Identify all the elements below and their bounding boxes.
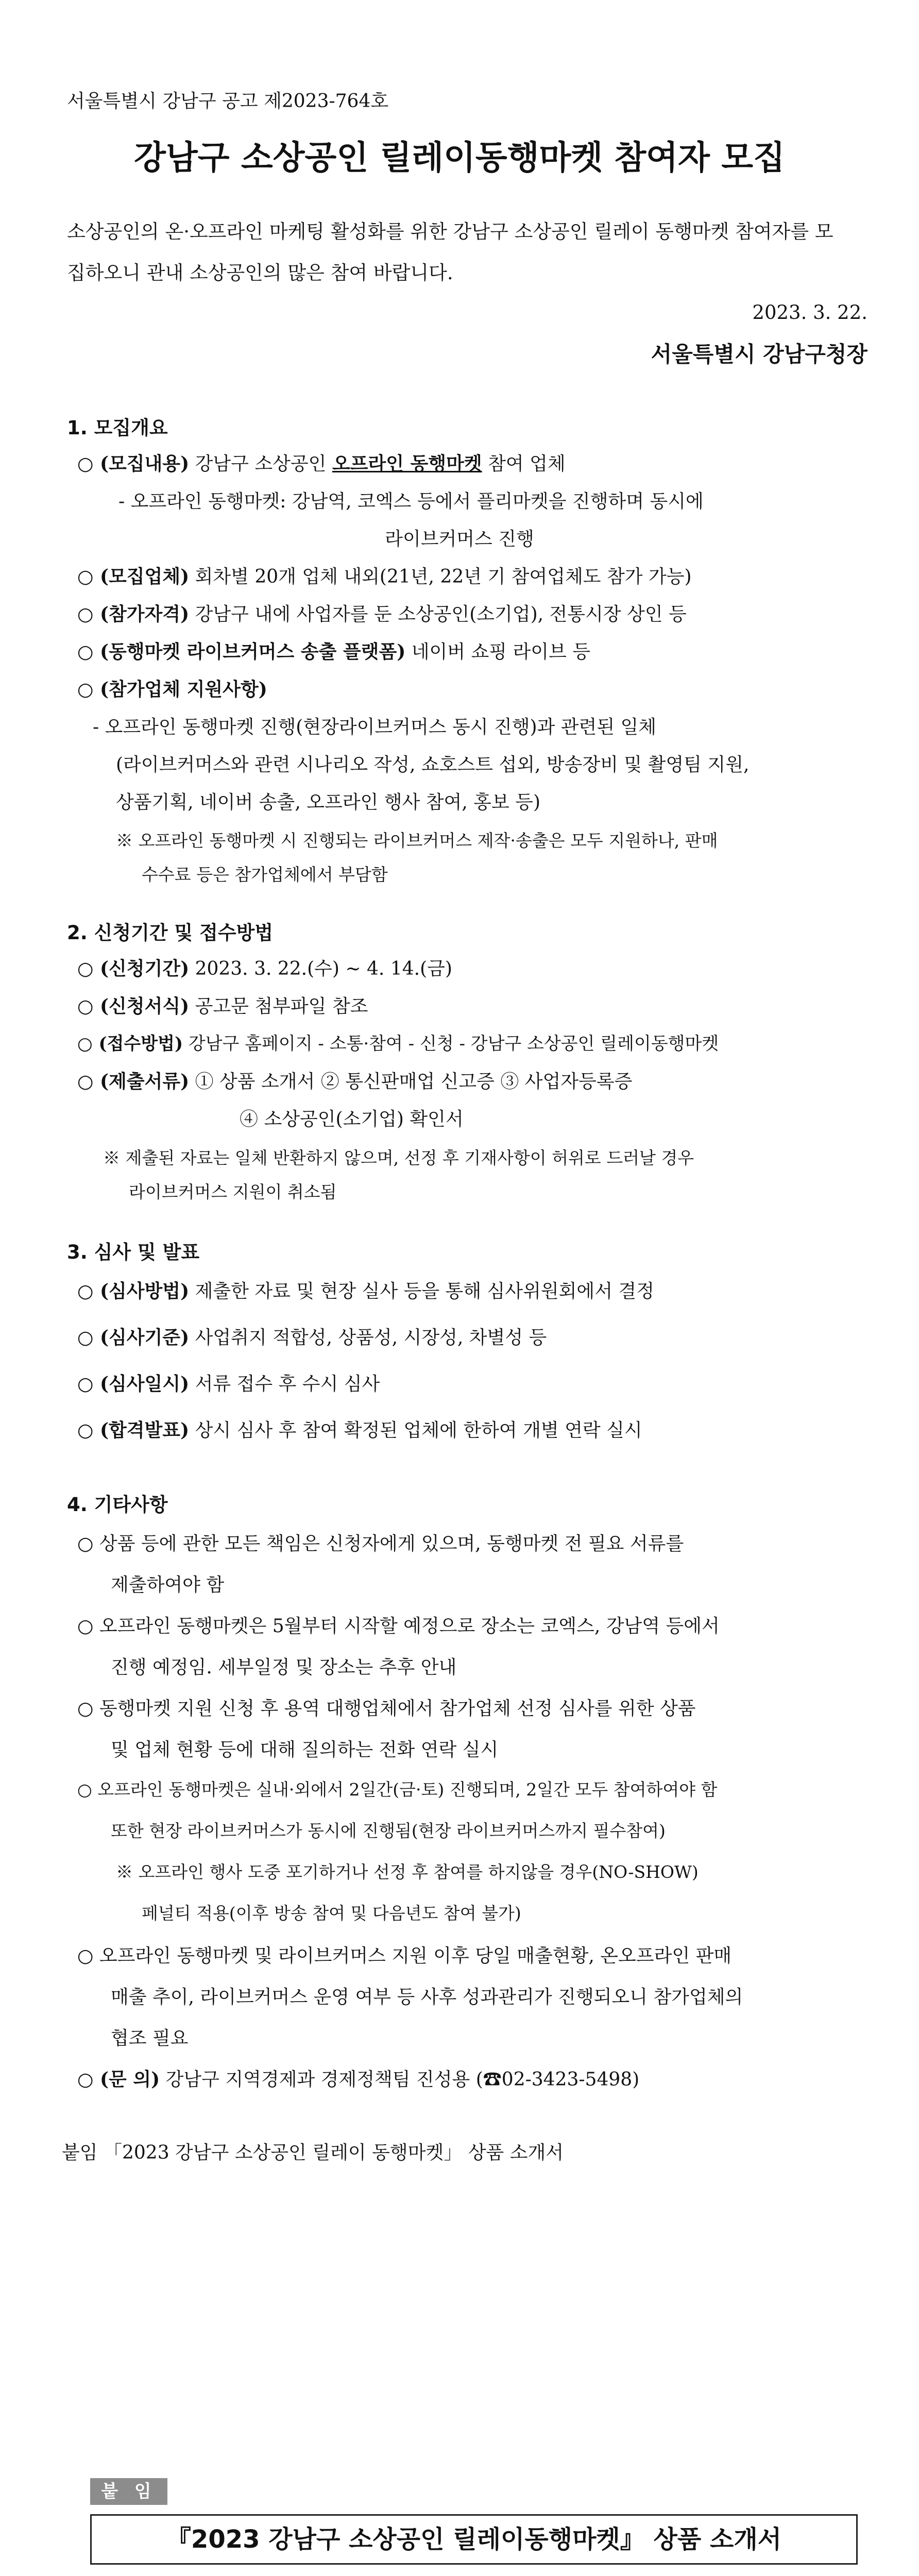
attachment-tag: 붙 임	[90, 2478, 167, 2505]
s4-line-5: ○ 동행마켓 지원 신청 후 용역 대행업체에서 참가업체 선정 심사를 위한 상품	[77, 1698, 696, 1719]
s4-line-8: 또한 현장 라이브커머스가 동시에 진행됨(현장 라이브커머스까지 필수참여)	[111, 1821, 666, 1841]
s4-line-7: ○ 오프라인 동행마켓은 실내·외에서 2일간(금·토) 진행되며, 2일간 모두 참여하여야 함	[77, 1780, 718, 1800]
s4-line-9: ※ 오프라인 행사 도중 포기하거나 선정 후 참여를 하지않을 경우(NO-SHOW)	[116, 1862, 699, 1882]
s1-line-7: ○ (참가업체 지원사항)	[77, 679, 267, 700]
s3-line-4: ○ (합격발표) 상시 심사 후 참여 확정된 업체에 한하여 개별 연락 실시	[77, 1419, 642, 1441]
s1-line-8: - 오프라인 동행마켓 진행(현장라이브커머스 동시 진행)과 관련된 일체	[93, 717, 657, 738]
s3-line-3: ○ (심사일시) 서류 접수 후 수시 심사	[77, 1373, 380, 1395]
s1-line-10: 상품기획, 네이버 송출, 오프라인 행사 참여, 홍보 등)	[116, 792, 540, 813]
notice-number: 서울특별시 강남구 공고 제2023-764호	[67, 91, 389, 112]
s2-line-7: 라이브커머스 지원이 취소됨	[129, 1182, 337, 1202]
section-heading-4: 4. 기타사항	[67, 1494, 168, 1516]
s4-line-12: 매출 추이, 라이브커머스 운영 여부 등 사후 성과관리가 진행되오니 참가업체의	[111, 1987, 743, 2008]
s1-line-1: ○ (모집내용) 강남구 소상공인 오프라인 동행마켓 참여 업체	[77, 453, 566, 474]
s3-line-2: ○ (심사기준) 사업취지 적합성, 상품성, 시장성, 차별성 등	[77, 1327, 547, 1348]
s1-line-9: (라이브커머스와 관련 시나리오 작성, 쇼호스트 섭외, 방송장비 및 촬영팀 지원,	[116, 754, 750, 775]
section-heading-3: 3. 심사 및 발표	[67, 1241, 200, 1263]
notice-date: 2023. 3. 22.	[752, 301, 867, 324]
s2-line-3: ○ (접수방법) 강남구 홈페이지 - 소통·참여 - 신청 - 강남구 소상공인 릴레이동행마켓	[77, 1033, 719, 1054]
s1-line-6: ○ (동행마켓 라이브커머스 송출 플랫폼) 네이버 쇼핑 라이브 등	[77, 641, 591, 663]
issuer: 서울특별시 강남구청장	[651, 342, 867, 367]
page-title: 강남구 소상공인 릴레이동행마켓 참여자 모집	[134, 139, 785, 177]
s4-line-14: ○ (문 의) 강남구 지역경제과 경제정책팀 진성용 (☎02-3423-5498)	[77, 2069, 640, 2090]
attachment-line: 붙임 「2023 강남구 소상공인 릴레이 동행마켓」 상품 소개서	[62, 2142, 564, 2163]
s2-line-4: ○ (제출서류) ① 상품 소개서 ② 통신판매업 신고증 ③ 사업자등록증	[77, 1071, 633, 1092]
s2-line-2: ○ (신청서식) 공고문 첨부파일 참조	[77, 995, 368, 1017]
s2-line-6: ※ 제출된 자료는 일체 반환하지 않으며, 선정 후 기재사항이 허위로 드러날 경우	[103, 1148, 694, 1168]
s1-line-3: 라이브커머스 진행	[385, 529, 534, 550]
section-heading-1: 1. 모집개요	[67, 417, 168, 439]
section-heading-2: 2. 신청기간 및 접수방법	[67, 922, 274, 944]
s4-line-11: ○ 오프라인 동행마켓 및 라이브커머스 지원 이후 당일 매출현황, 온오프라인 판매	[77, 1945, 732, 1967]
s1-line-5: ○ (참가자격) 강남구 내에 사업자를 둔 소상공인(소기업), 전통시장 상인 등	[77, 603, 687, 625]
s1-line-11: ※ 오프라인 동행마켓 시 진행되는 라이브커머스 제작·송출은 모두 지원하나, 판매	[116, 831, 718, 851]
s4-line-13: 협조 필요	[111, 2028, 189, 2049]
s4-line-10: 페널티 적용(이후 방송 참여 및 다음년도 참여 불가)	[142, 1903, 521, 1923]
s4-line-2: 제출하여야 함	[111, 1574, 225, 1596]
s1-line-4: ○ (모집업체) 회차별 20개 업체 내외(21년, 22년 기 참여업체도 참가 가능)	[77, 566, 692, 587]
s4-line-6: 및 업체 현황 등에 대해 질의하는 전화 연락 실시	[111, 1739, 499, 1760]
s1-line-12: 수수료 등은 참가업체에서 부담함	[142, 865, 388, 885]
s3-line-1: ○ (심사방법) 제출한 자료 및 현장 실사 등을 통해 심사위원회에서 결정	[77, 1280, 654, 1302]
s4-line-4: 진행 예정임. 세부일정 및 장소는 추후 안내	[111, 1657, 457, 1678]
s2-line-5: ④ 소상공인(소기업) 확인서	[240, 1109, 464, 1130]
s4-line-1: ○ 상품 등에 관한 모든 책임은 신청자에게 있으며, 동행마켓 전 필요 서류를	[77, 1533, 684, 1554]
s4-line-3: ○ 오프라인 동행마켓은 5월부터 시작할 예정으로 장소는 코엑스, 강남역 등에서	[77, 1616, 720, 1637]
intro-paragraph: 소상공인의 온·오프라인 마케팅 활성화를 위한 강남구 소상공인 릴레이 동행마켓 참여자를 모집하오니 관내 소상공인의 많은 참여 바랍니다.	[67, 221, 833, 284]
s1-line-2: - 오프라인 동행마켓: 강남역, 코엑스 등에서 플리마켓을 진행하며 동시에	[118, 491, 704, 512]
form-title: 『2023 강남구 소상공인 릴레이동행마켓』 상품 소개서	[90, 2514, 858, 2565]
s2-line-1: ○ (신청기간) 2023. 3. 22.(수) ~ 4. 14.(금)	[77, 958, 452, 979]
